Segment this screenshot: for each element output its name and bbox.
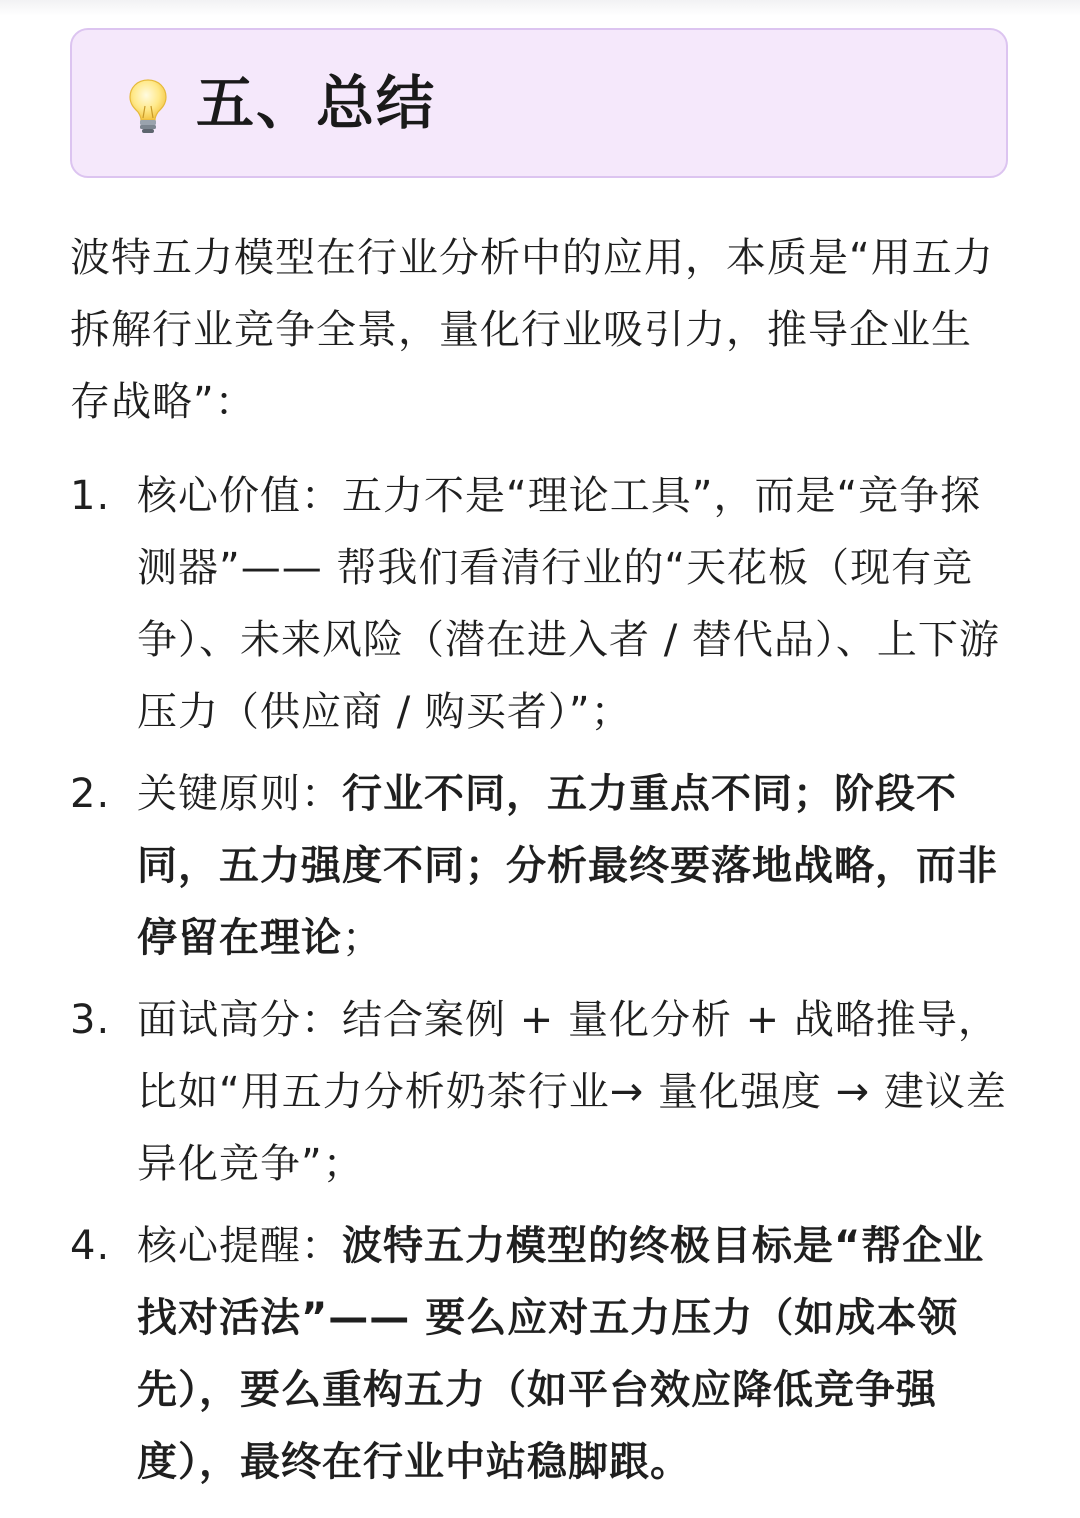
list-item-label: 核心提醒： bbox=[137, 1223, 342, 1269]
list-item-number: 1. bbox=[70, 473, 111, 519]
section-title: 五、总结 bbox=[196, 69, 437, 137]
list-item-label: 面试高分： bbox=[137, 997, 342, 1043]
lightbulb-icon bbox=[128, 78, 168, 136]
top-strip bbox=[0, 0, 1080, 16]
list-item-text: 结合案例 + 量化分析 + 战略推导，比如“用五力分析奶茶行业→ 量化强度 → 建议差异化竞争”； bbox=[137, 997, 1007, 1187]
list-item bbox=[70, 1210, 1010, 1498]
summary-list bbox=[70, 460, 1010, 1508]
list-item-number: 2. bbox=[70, 771, 111, 817]
list-item bbox=[70, 460, 1010, 748]
list-item bbox=[70, 758, 1010, 974]
list-item-number: 3. bbox=[70, 997, 111, 1043]
list-item-number: 4. bbox=[70, 1223, 111, 1269]
intro-paragraph: 波特五力模型在行业分析中的应用，本质是“用五力拆解行业竞争全景，量化行业吸引力，推导企业生存战略”： bbox=[70, 235, 994, 425]
section-heading-card bbox=[70, 28, 1008, 178]
list-item-label: 核心价值： bbox=[137, 473, 342, 519]
list-item-label: 关键原则： bbox=[137, 771, 342, 817]
list-item-text: 五力不是“理论工具”，而是“竞争探测器”—— 帮我们看清行业的“天花板（现有竞争）、未来风险（潜在进入者 / 替代品）、上下游压力（供应商 / 购买者）”； bbox=[137, 473, 1000, 735]
list-item-tail: ； bbox=[342, 915, 383, 961]
list-item-bold-text: 行业不同，五力重点不同；阶段不同，五力强度不同；分析最终要落地战略，而非停留在理论 bbox=[137, 771, 998, 961]
list-item bbox=[70, 984, 1010, 1200]
list-item-bold-text: 波特五力模型的终极目标是“帮企业找对活法”—— 要么应对五力压力（如成本领先），要么重构五力（如平台效应降低竞争强度），最终在行业中站稳脚跟。 bbox=[137, 1223, 985, 1485]
